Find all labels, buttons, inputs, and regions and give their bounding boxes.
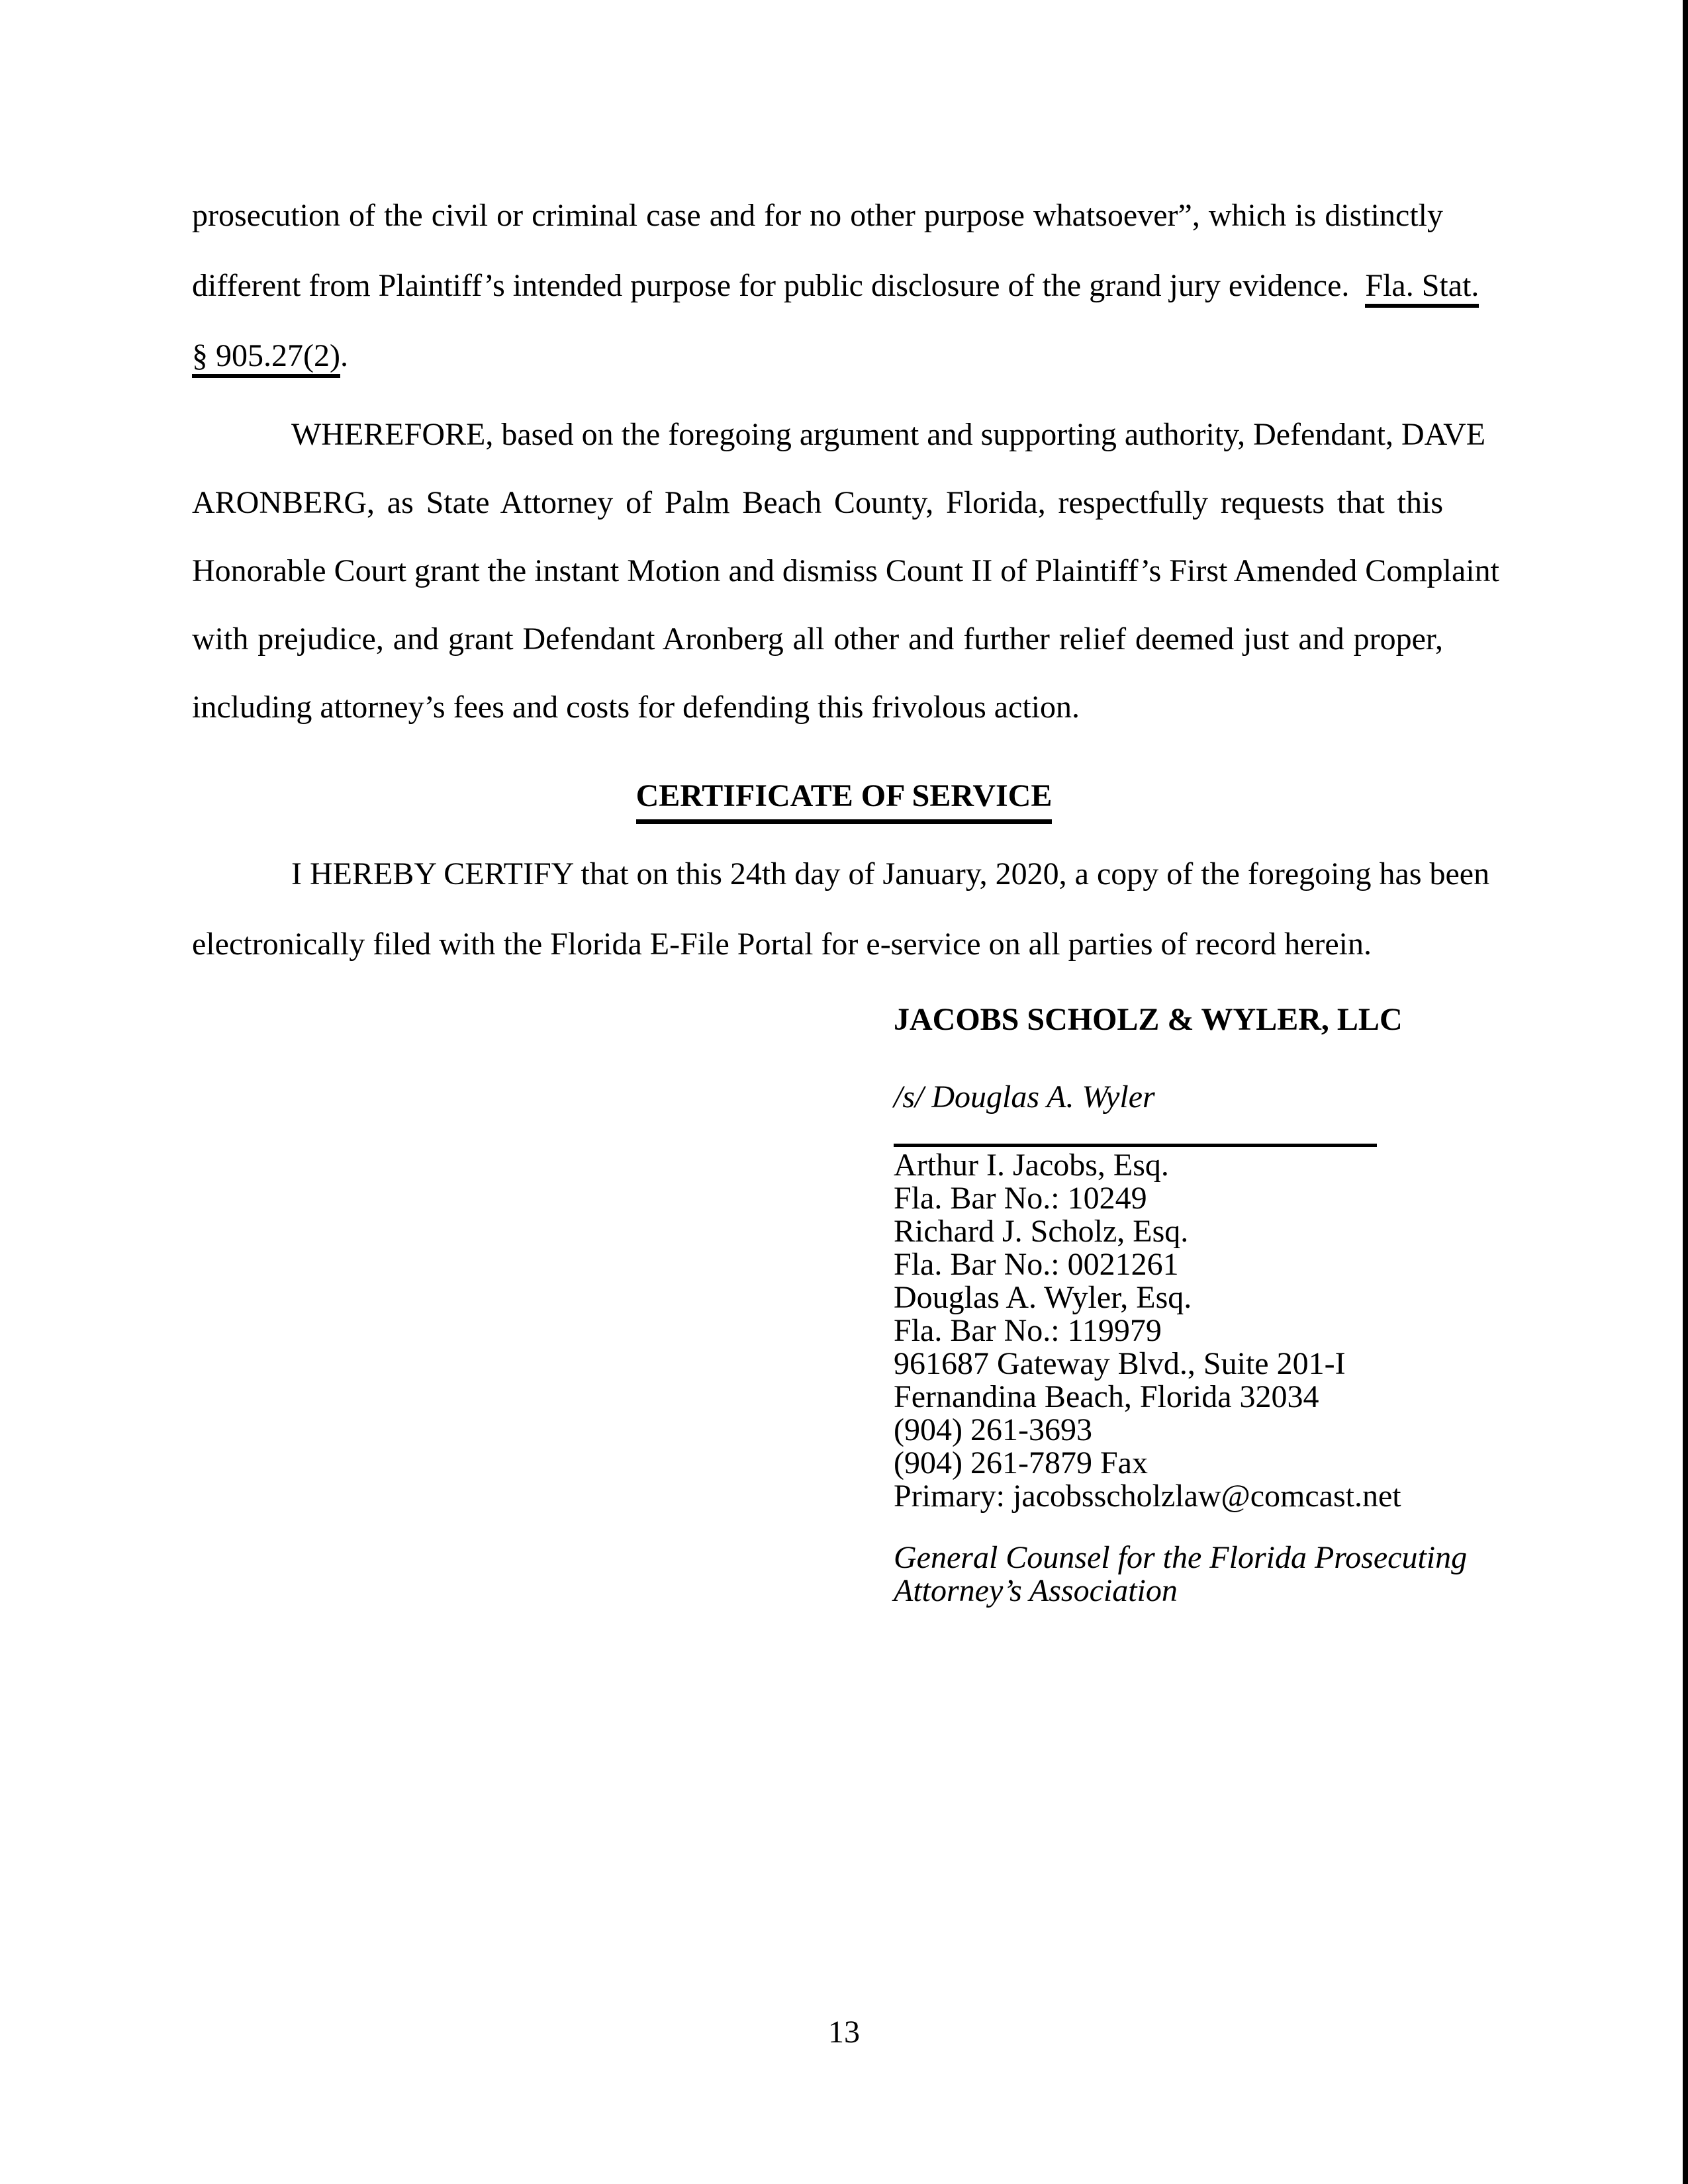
bar-number: Fla. Bar No.: 0021261 <box>894 1247 1179 1282</box>
paragraph-line: with prejudice, and grant Defendant Aronberg all other and further relief deemed just and proper, <box>192 621 1443 657</box>
certificate-paragraph <box>192 839 1490 979</box>
address-line: Fernandina Beach, Florida 32034 <box>894 1379 1319 1414</box>
statute-citation: Fla. Stat. <box>1365 270 1479 308</box>
certificate-of-service-section <box>0 776 1688 824</box>
paragraph-text: prosecution of the civil or criminal case and for no other purpose whatsoever”, which is distinctly <box>192 198 1443 233</box>
paragraph-line: electronically filed with the Florida E-File Portal for e-service on all parties of record herein. <box>192 927 1372 962</box>
paragraph-line <box>192 181 1443 251</box>
scan-edge-artifact <box>1683 0 1688 2184</box>
counsel-role-line: Attorney’s Association <box>894 1573 1178 1608</box>
paragraph-line: including attorney’s fees and costs for defending this frivolous action. <box>192 690 1080 725</box>
certificate-heading: CERTIFICATE OF SERVICE <box>636 776 1053 824</box>
bar-number: Fla. Bar No.: 119979 <box>894 1313 1162 1348</box>
paragraph-line: I HEREBY CERTIFY that on this 24th day of January, 2020, a copy of the foregoing has been <box>291 856 1490 891</box>
firm-name: JACOBS SCHOLZ & WYLER, LLC <box>894 1002 1403 1037</box>
electronic-signature: /s/ Douglas A. Wyler <box>894 1079 1155 1115</box>
email-address: Primary: jacobsscholzlaw@comcast.net <box>894 1479 1401 1514</box>
address-line: 961687 Gateway Blvd., Suite 201-I <box>894 1346 1346 1381</box>
counsel-role-line: General Counsel for the Florida Prosecuting <box>894 1540 1468 1575</box>
paragraph-line: WHEREFORE, based on the foregoing argument and supporting authority, Defendant, DAVE <box>291 417 1486 452</box>
phone-number: (904) 261-3693 <box>894 1412 1092 1447</box>
paragraph-line <box>192 251 1479 321</box>
page-number: 13 <box>828 2015 860 2050</box>
paragraph-line: Honorable Court grant the instant Motion and dismiss Count II of Plaintiff’s First Amended Complaint <box>192 553 1499 588</box>
statute-citation: § 905.27(2) <box>192 340 340 378</box>
signature-rule <box>894 1144 1377 1147</box>
paragraph-text: . <box>340 338 348 373</box>
paragraph-text: different from Plaintiff’s intended purpose for public disclosure of the grand jury evidence. <box>192 268 1366 303</box>
paragraph-line <box>192 321 1443 391</box>
attorney-name: Richard J. Scholz, Esq. <box>894 1214 1189 1249</box>
body-paragraph-2 <box>192 400 1499 741</box>
paragraph-line: ARONBERG, as State Attorney of Palm Beach County, Florida, respectfully requests that this <box>192 485 1443 520</box>
attorney-name: Douglas A. Wyler, Esq. <box>894 1280 1192 1315</box>
bar-number: Fla. Bar No.: 10249 <box>894 1181 1147 1216</box>
attorney-name: Arthur I. Jacobs, Esq. <box>894 1148 1169 1183</box>
counsel-role <box>894 1541 1556 1608</box>
fax-number: (904) 261-7879 Fax <box>894 1445 1148 1480</box>
attorney-info <box>894 1149 1556 1513</box>
signature-block <box>894 1000 1556 1608</box>
body-paragraph-1 <box>192 181 1479 391</box>
